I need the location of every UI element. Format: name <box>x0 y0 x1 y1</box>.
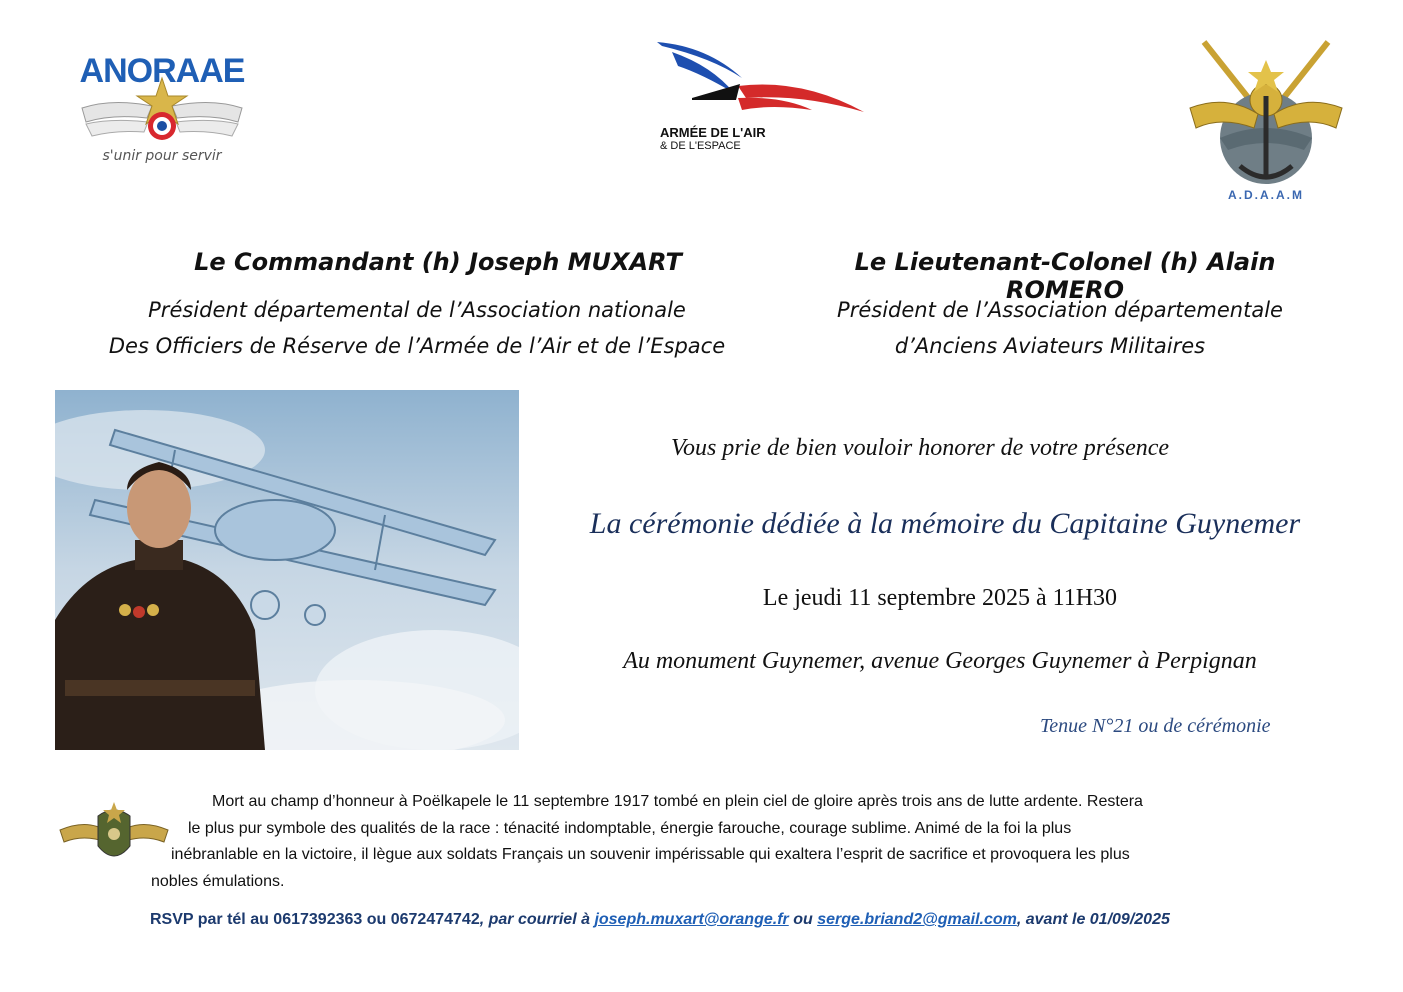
event-datetime: Le jeudi 11 septembre 2025 à 11H30 <box>762 585 1118 611</box>
host-2-name: Le Lieutenant-Colonel (h) Alain ROMERO <box>854 248 1276 304</box>
citation-line-4: nobles émulations. <box>151 873 285 890</box>
armee-air-line2: & DE L'ESPACE <box>660 140 741 152</box>
host-2-title-line1: Président de l’Association départementale <box>837 298 1283 322</box>
adaam-logo <box>1186 38 1346 213</box>
invitation-intro: Vous prie de bien vouloir honorer de votre présence <box>670 435 1170 461</box>
anoraae-name: ANORAAE <box>79 52 245 90</box>
rsvp-deadline: , avant le 01/09/2025 <box>1016 911 1170 928</box>
rsvp-or: ou <box>788 911 818 928</box>
host-1-title-line1: Président départemental de l’Association nationale <box>148 298 686 322</box>
armee-air-logo <box>652 38 867 158</box>
pilot-wings-insignia <box>58 796 170 876</box>
citation-line-2: le plus pur symbole des qualités de la race : ténacité indomptable, énergie farouche, courage sublime. Animé de la foi la plus <box>188 820 1072 837</box>
event-location: Au monument Guynemer, avenue Georges Guynemer à Perpignan <box>623 648 1257 674</box>
anoraae-logo <box>72 48 252 173</box>
host-1-title-line2: Des Officiers de Réserve de l’Armée de l’Air et de l’Espace <box>108 334 726 358</box>
host-1-name: Le Commandant (h) Joseph MUXART <box>194 248 682 276</box>
event-title: La cérémonie dédiée à la mémoire du Capitaine Guynemer <box>589 507 1301 540</box>
citation-line-1: Mort au champ d’honneur à Poëlkapele le 11 septembre 1917 tombé en plein ciel de gloire après trois ans de lutte ardente. Restera <box>212 793 1143 810</box>
dress-code: Tenue N°21 ou de cérémonie <box>1040 715 1271 737</box>
host-2-title-line2: d’Anciens Aviateurs Militaires <box>894 334 1206 358</box>
email-link-muxart[interactable]: joseph.muxart@orange.fr <box>594 911 789 928</box>
adaam-name: A.D.A.A.M <box>1228 188 1304 202</box>
armee-air-line1: ARMÉE DE L'AIR <box>660 125 766 140</box>
citation-line-3: inébranlable en la victoire, il lègue aux soldats Français un souvenir impérissable qui exaltera l’esprit de sacrifice et provoquera les plus <box>171 846 1130 863</box>
guynemer-portrait-image <box>55 390 519 750</box>
rsvp-by-mail: , par courriel à <box>479 911 595 928</box>
email-link-briand[interactable]: serge.briand2@gmail.com <box>817 911 1017 928</box>
rsvp-line <box>150 911 1290 929</box>
anoraae-motto: s'unir pour servir <box>102 148 222 164</box>
rsvp-phones: RSVP par tél au 0617392363 ou 0672474742 <box>150 911 480 928</box>
